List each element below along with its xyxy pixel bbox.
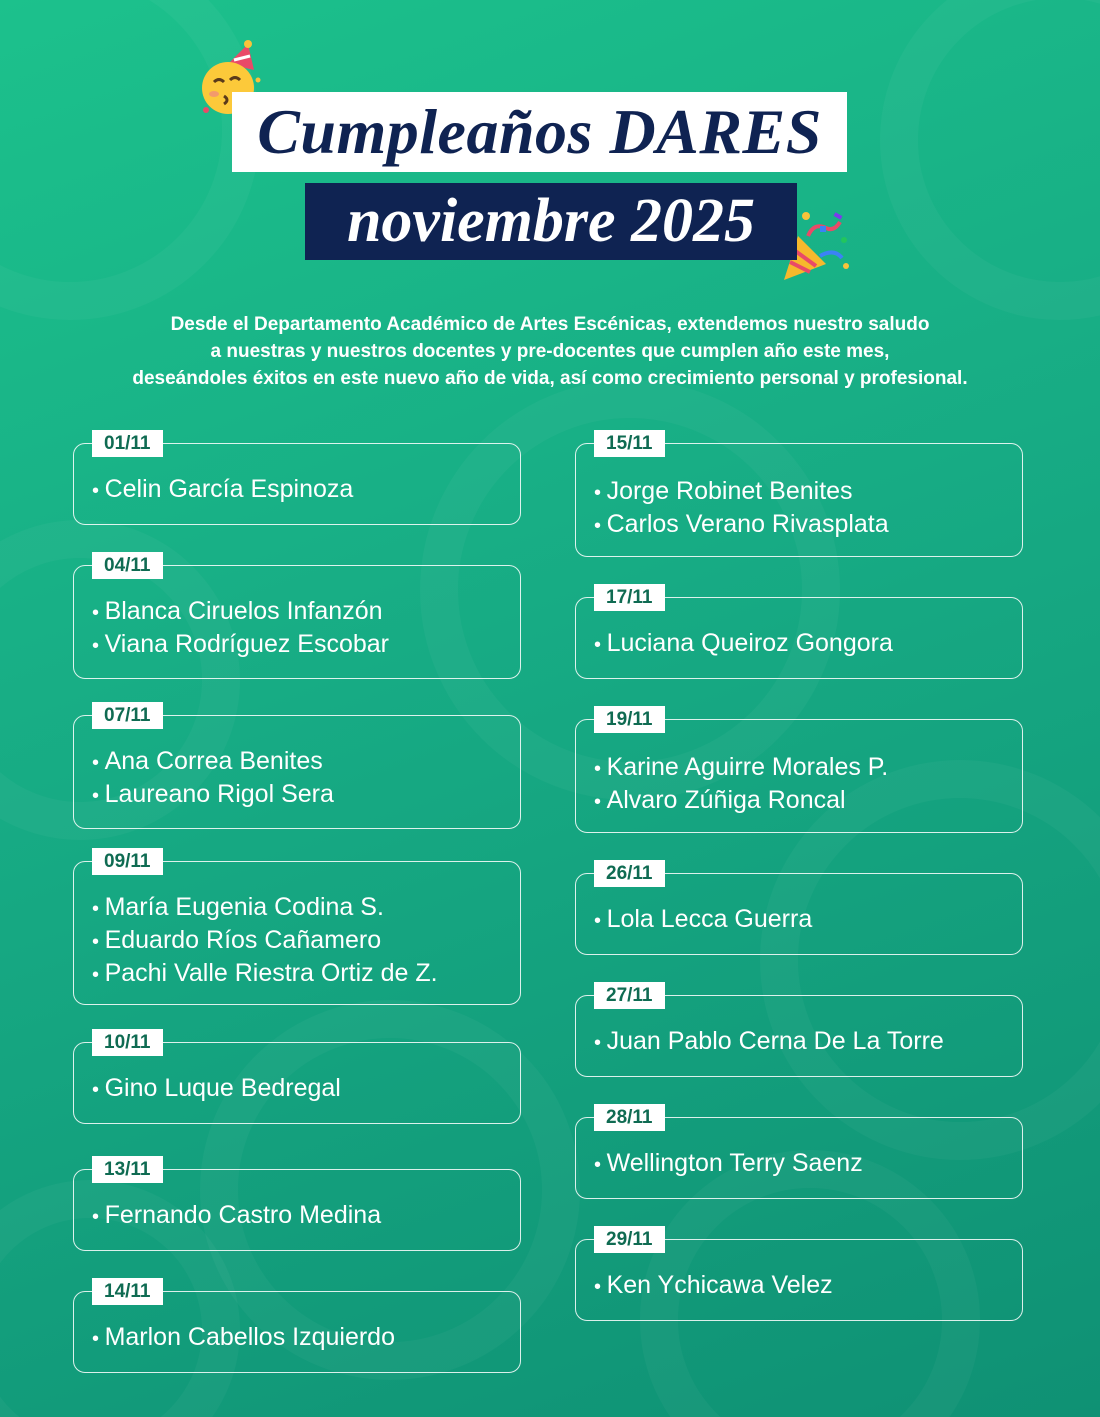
- birthday-card: [73, 1159, 521, 1251]
- title-banner: [232, 92, 847, 172]
- birthday-name: • Alvaro Zúñiga Roncal: [594, 785, 1022, 818]
- birthday-name: • Laureano Rigol Sera: [92, 779, 520, 812]
- date-badge: 17/11: [594, 584, 665, 611]
- birthday-name: • Celin García Espinoza: [92, 474, 520, 507]
- birthday-card: [575, 587, 1023, 679]
- page-subtitle: noviembre 2025: [346, 187, 756, 255]
- birthday-card: [575, 1229, 1023, 1321]
- birthday-name: • Gino Luque Bedregal: [92, 1073, 520, 1106]
- date-badge: 15/11: [594, 430, 665, 457]
- birthday-name: • Luciana Queiroz Gongora: [594, 628, 1022, 661]
- birthday-name: • Marlon Cabellos Izquierdo: [92, 1322, 520, 1355]
- subtitle-banner: [305, 183, 797, 260]
- intro-line: Desde el Departamento Académico de Artes Escénicas, extendemos nuestro saludo: [170, 314, 930, 335]
- birthday-name: • Blanca Ciruelos Infanzón: [92, 596, 520, 629]
- birthday-name: • Carlos Verano Rivasplata: [594, 509, 1022, 542]
- birthday-card: [575, 985, 1023, 1077]
- birthday-card: [575, 709, 1023, 833]
- birthday-card: [575, 433, 1023, 557]
- birthday-name: • Lola Lecca Guerra: [594, 904, 1022, 937]
- page-title: Cumpleaños DARES: [257, 96, 822, 167]
- intro-line: deseándoles éxitos en este nuevo año de vida, así como crecimiento personal y profesional.: [132, 368, 968, 389]
- birthday-card: [73, 851, 521, 1005]
- intro-line: a nuestras y nuestros docentes y pre-docentes que cumplen año este mes,: [210, 341, 890, 362]
- birthday-name: • Karine Aguirre Morales P.: [594, 752, 1022, 785]
- birthday-card: [73, 1032, 521, 1124]
- birthday-name: • Ana Correa Benites: [92, 746, 520, 779]
- birthday-name: • Juan Pablo Cerna De La Torre: [594, 1026, 1022, 1059]
- birthday-name: • Ken Ychicawa Velez: [594, 1270, 1022, 1303]
- intro-paragraph: [30, 311, 1070, 392]
- date-badge: 19/11: [594, 706, 665, 733]
- date-badge: 10/11: [92, 1029, 163, 1056]
- birthday-name: • Fernando Castro Medina: [92, 1200, 520, 1233]
- birthday-card: [73, 433, 521, 525]
- birthday-name: • Jorge Robinet Benites: [594, 476, 1022, 509]
- birthday-card: [575, 1107, 1023, 1199]
- date-badge: 29/11: [594, 1226, 665, 1253]
- birthday-name: • María Eugenia Codina S.: [92, 892, 520, 925]
- date-badge: 27/11: [594, 982, 665, 1009]
- birthday-name: • Wellington Terry Saenz: [594, 1148, 1022, 1181]
- birthday-name: • Viana Rodríguez Escobar: [92, 629, 520, 662]
- date-badge: 09/11: [92, 848, 163, 875]
- birthday-name: • Pachi Valle Riestra Ortiz de Z.: [92, 958, 520, 991]
- date-badge: 01/11: [92, 430, 163, 457]
- date-badge: 07/11: [92, 702, 163, 729]
- birthday-card: [575, 863, 1023, 955]
- birthday-name: • Eduardo Ríos Cañamero: [92, 925, 520, 958]
- date-badge: 13/11: [92, 1156, 163, 1183]
- birthday-card: [73, 1281, 521, 1373]
- date-badge: 04/11: [92, 552, 163, 579]
- date-badge: 14/11: [92, 1278, 163, 1305]
- birthday-card: [73, 555, 521, 679]
- date-badge: 26/11: [594, 860, 665, 887]
- birthday-card: [73, 705, 521, 829]
- date-badge: 28/11: [594, 1104, 665, 1131]
